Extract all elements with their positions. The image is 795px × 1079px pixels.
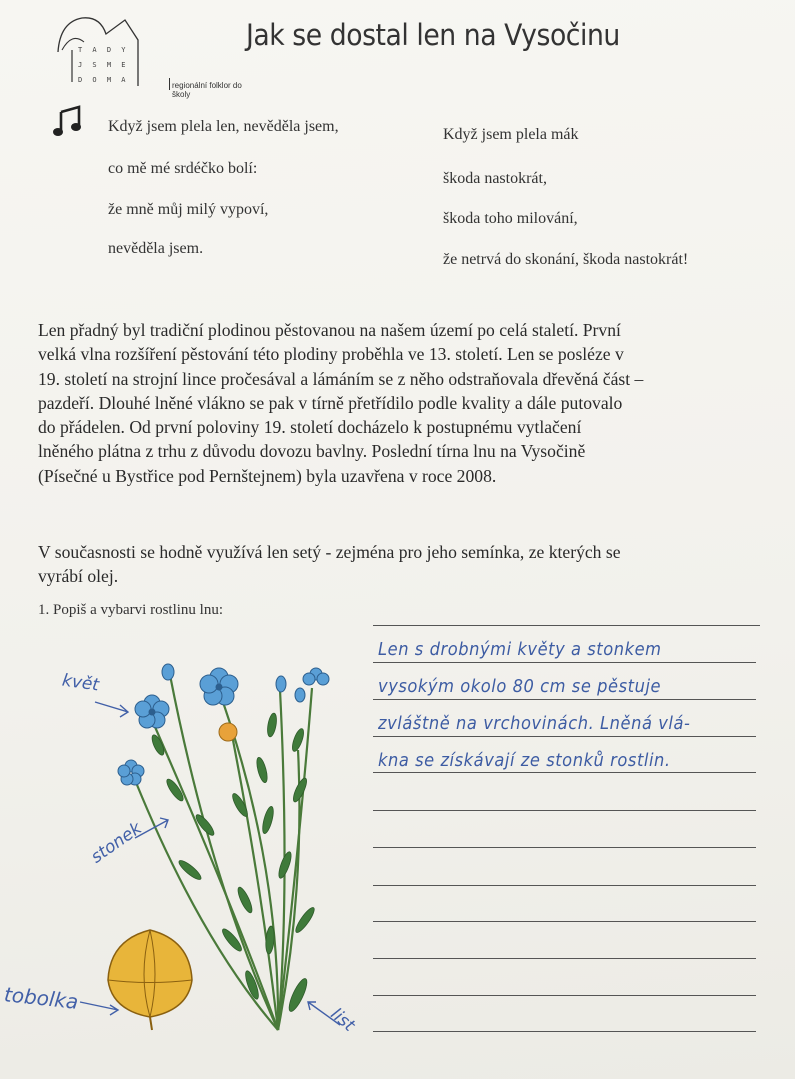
logo-letters-row2: J S M E <box>78 61 129 69</box>
song-line: že netrvá do skonání, škoda nastokrát! <box>443 251 689 268</box>
paragraph-line: Len přadný byl tradiční plodinou pěstovanou na našem území po celá staletí. První <box>38 320 621 340</box>
answer-rule <box>373 995 756 996</box>
song-line: že mně můj milý vypoví, <box>108 201 269 218</box>
handwritten-answer-line: kna se získávají ze stonků rostlin. <box>378 751 671 771</box>
answer-rule <box>373 847 756 848</box>
page-title: Jak se dostal len na Vysočinu <box>246 18 620 52</box>
logo-letters-row3: D O M A <box>78 76 129 84</box>
answer-rule <box>373 699 756 700</box>
answer-rule <box>373 810 756 811</box>
capsule-icon <box>108 930 192 1030</box>
answer-rule <box>373 1031 756 1032</box>
handwritten-answer-line: Len s drobnými květy a stonkem <box>378 640 662 660</box>
song-line: nevěděla jsem. <box>108 240 204 257</box>
paragraph-line: velká vlna rozšíření pěstování této plodiny proběhla ve 13. století. Len se posléze v <box>38 344 624 365</box>
logo-tagline: regionální folklor do školy <box>172 81 242 99</box>
label-leaf: list <box>326 1004 359 1036</box>
logo-divider <box>169 78 170 90</box>
logo <box>50 12 250 99</box>
handwritten-answer-line: zvláštně na vrchovinách. Lněná vlá- <box>378 714 691 734</box>
present-paragraph <box>38 540 778 589</box>
handwritten-answer-line: vysokým okolo 80 cm se pěstuje <box>378 677 662 697</box>
answer-rule <box>373 736 756 737</box>
music-note-icon <box>52 104 82 138</box>
answer-rule <box>373 625 760 626</box>
paragraph-line: 19. století na strojní lince pročesával a lámáním se z něho odstraňovala dřevěná část – <box>38 368 644 389</box>
label-capsule: tobolka <box>2 982 80 1014</box>
answer-rule <box>373 885 756 886</box>
paragraph-line: vyrábí olej. <box>38 566 119 587</box>
paragraph-line: lněného plátna z trhu z důvodu dovozu bavlny. Poslední tírna lnu na Vysočině <box>38 441 586 462</box>
song-line: Když jsem plela mák <box>443 126 579 143</box>
history-paragraph <box>38 318 778 488</box>
song-line: co mě mé srdéčko bolí: <box>108 160 258 177</box>
song-line: škoda toho milování, <box>443 210 578 227</box>
answer-rule <box>373 958 756 959</box>
label-flower: květ <box>60 670 101 696</box>
task-instruction: 1. Popiš a vybarvi rostlinu lnu: <box>38 602 223 618</box>
label-stem: stonek <box>87 818 146 868</box>
paragraph-line: do přádelen. Od první poloviny 19. století docházelo k postupnému vytlačení <box>38 417 582 438</box>
answer-rule <box>373 772 756 773</box>
paragraph-line: pazdeří. Dlouhé lněné vlákno se pak v tírně přetřídilo podle kvality a dále putovalo <box>38 392 623 413</box>
answer-rule <box>373 662 756 663</box>
bud-icon <box>219 723 237 741</box>
logo-letters-row1: T A D Y <box>78 46 129 54</box>
paragraph-line: V současnosti se hodně využívá len setý - zejména pro jeho semínka, ze kterých se <box>38 542 621 562</box>
answer-rule <box>373 921 756 922</box>
song-line: škoda nastokrát, <box>443 170 547 187</box>
song-line: Když jsem plela len, nevěděla jsem, <box>108 118 339 135</box>
paragraph-line: (Písečné u Bystřice pod Pernštejnem) byla uzavřena v roce 2008. <box>38 465 497 486</box>
